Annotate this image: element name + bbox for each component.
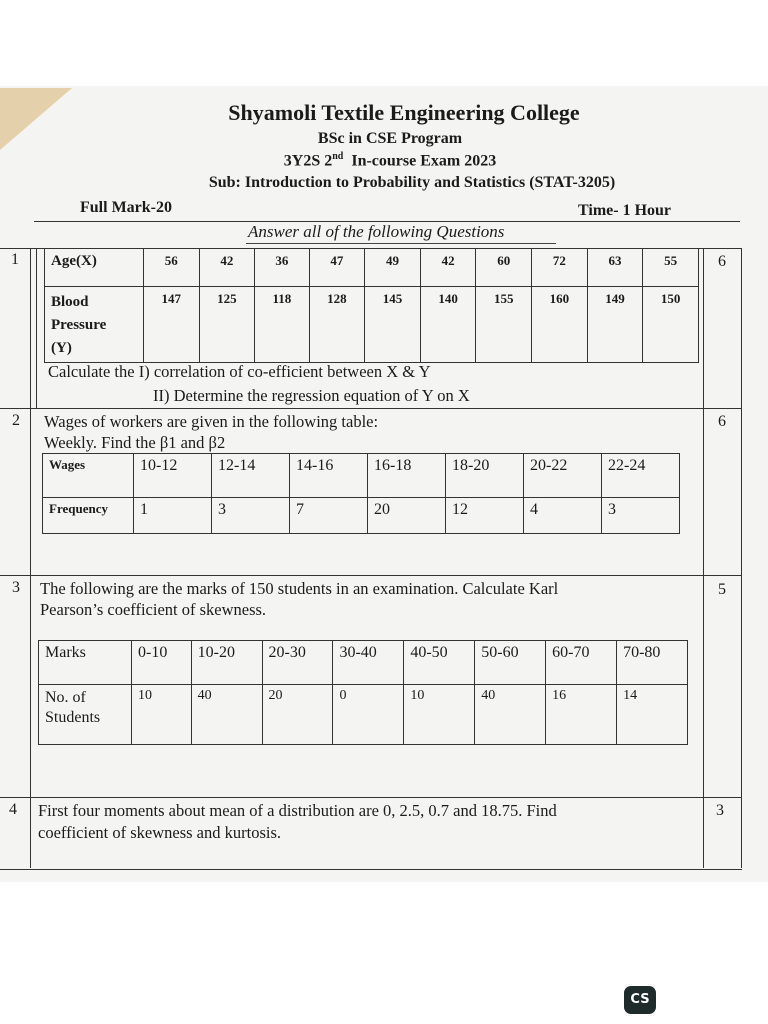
wages-class-cell: 18-20 — [446, 454, 524, 498]
row-divider-2 — [0, 575, 742, 576]
age-cell: 49 — [365, 249, 421, 287]
marks-class-cell: 0-10 — [132, 641, 192, 685]
q4-text-line2: coefficient of skewness and kurtosis. — [38, 823, 282, 842]
marks-class-cell: 20-30 — [262, 641, 333, 685]
bp-cell: 160 — [532, 287, 588, 363]
bp-cell: 155 — [476, 287, 532, 363]
q2-wages-table — [42, 453, 680, 534]
students-cell: 10 — [132, 685, 192, 745]
bp-cell: 150 — [643, 287, 699, 363]
frequency-cell: 20 — [368, 498, 446, 534]
q3-marks: 5 — [718, 581, 726, 598]
q3-number: 3 — [12, 579, 20, 596]
q1-data-table — [44, 248, 699, 363]
exam-title: 3Y2S 2nd In-course Exam 2023 — [283, 151, 497, 170]
age-row — [45, 249, 699, 287]
bp-cell: 149 — [587, 287, 643, 363]
bp-cell: 147 — [144, 287, 200, 363]
bp-cell: 145 — [365, 287, 421, 363]
age-cell: 56 — [144, 249, 200, 287]
age-cell: 36 — [255, 249, 309, 287]
q1-text-line1: Calculate the I) correlation of co-efficient between X & Y — [48, 362, 431, 381]
marks-class-cell: 10-20 — [191, 641, 262, 685]
blood-pressure-row — [45, 287, 699, 363]
number-column-double-line — [36, 248, 37, 408]
frequency-cell: 7 — [290, 498, 368, 534]
bp-cell: 118 — [255, 287, 309, 363]
college-name: Shyamoli Textile Engineering College — [228, 100, 580, 125]
marks-class-cell: 40-50 — [404, 641, 475, 685]
q2-number: 2 — [12, 412, 20, 429]
wages-row — [43, 454, 680, 498]
frequency-row — [43, 498, 680, 534]
blood-pressure-label: Blood Pressure (Y) — [45, 287, 144, 363]
students-cell: 10 — [404, 685, 475, 745]
wages-class-cell: 14-16 — [290, 454, 368, 498]
q4-marks: 3 — [716, 802, 724, 819]
program-name: BSc in CSE Program — [317, 130, 463, 147]
q3-marks-table — [38, 640, 688, 745]
age-cell: 42 — [199, 249, 255, 287]
age-cell: 60 — [476, 249, 532, 287]
number-column-line — [30, 248, 31, 868]
instruction-underline — [246, 243, 556, 244]
age-cell: 63 — [587, 249, 643, 287]
bp-cell: 125 — [199, 287, 255, 363]
bp-cell: 140 — [420, 287, 476, 363]
students-cell: 0 — [333, 685, 404, 745]
students-cell: 40 — [475, 685, 546, 745]
marks-class-cell: 70-80 — [617, 641, 688, 685]
age-cell: 42 — [420, 249, 476, 287]
camscanner-logo-icon: CS — [624, 986, 656, 1014]
age-cell: 47 — [309, 249, 365, 287]
marks-row — [39, 641, 688, 685]
wages-class-cell: 16-18 — [368, 454, 446, 498]
wages-class-cell: 12-14 — [212, 454, 290, 498]
instruction: Answer all of the following Questions — [248, 222, 505, 241]
students-label: No. of Students — [39, 685, 132, 745]
age-cell: 72 — [532, 249, 588, 287]
q1-text-line2: II) Determine the regression equation of Y on X — [153, 386, 470, 405]
students-cell: 16 — [546, 685, 617, 745]
frequency-cell: 4 — [524, 498, 602, 534]
frequency-cell: 3 — [212, 498, 290, 534]
marks-class-cell: 30-40 — [333, 641, 404, 685]
row-divider-3 — [0, 797, 742, 798]
subject-line: Sub: Introduction to Probability and Statistics (STAT-3205) — [208, 174, 616, 191]
right-border — [741, 248, 742, 868]
wages-class-cell: 20-22 — [524, 454, 602, 498]
q3-text-line2: Pearson’s coefficient of skewness. — [40, 600, 267, 619]
q1-number: 1 — [11, 251, 19, 268]
frequency-cell: 1 — [134, 498, 212, 534]
marks-column-line — [703, 248, 704, 868]
row-divider-1 — [0, 408, 742, 409]
frequency-cell: 12 — [446, 498, 524, 534]
wages-class-cell: 22-24 — [602, 454, 680, 498]
q4-number: 4 — [9, 801, 17, 818]
students-cell: 40 — [191, 685, 262, 745]
students-cell: 14 — [617, 685, 688, 745]
wages-class-cell: 10-12 — [134, 454, 212, 498]
students-cell: 20 — [262, 685, 333, 745]
q3-text-line1: The following are the marks of 150 students in an examination. Calculate Karl — [40, 579, 559, 598]
bp-cell: 128 — [309, 287, 365, 363]
students-row — [39, 685, 688, 745]
frequency-label: Frequency — [43, 498, 134, 534]
marks-class-cell: 60-70 — [546, 641, 617, 685]
q1-marks: 6 — [718, 253, 726, 270]
full-mark: Full Mark-20 — [80, 199, 172, 216]
marks-label: Marks — [39, 641, 132, 685]
wages-label: Wages — [43, 454, 134, 498]
age-label: Age(X) — [45, 249, 144, 287]
q2-text-line2: Weekly. Find the β1 and β2 — [44, 433, 226, 452]
age-cell: 55 — [643, 249, 699, 287]
frequency-cell: 3 — [602, 498, 680, 534]
q2-text-line1: Wages of workers are given in the following table: — [44, 412, 379, 431]
q4-text-line1: First four moments about mean of a distribution are 0, 2.5, 0.7 and 18.75. Find — [38, 801, 557, 820]
time-limit: Time- 1 Hour — [578, 202, 672, 219]
q2-marks: 6 — [718, 413, 726, 430]
marks-class-cell: 50-60 — [475, 641, 546, 685]
